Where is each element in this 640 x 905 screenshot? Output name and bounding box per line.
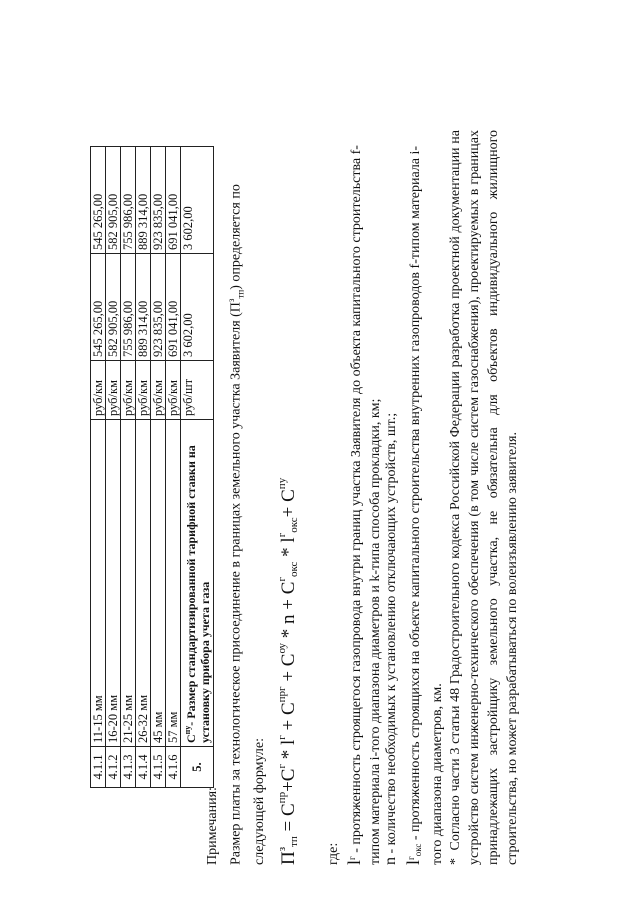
definition-lg [343, 130, 385, 865]
table-row [151, 147, 166, 788]
notes-intro-part-2: ) определяется по следующей формуле: [228, 184, 268, 865]
formula-plus-c: +С [278, 768, 299, 792]
formula-l2-sub: окс [288, 517, 300, 533]
where-label: где: [326, 842, 341, 865]
row-value-2: 755 986,00 [121, 147, 136, 254]
footnote-text: Согласно части 3 статьи 48 Градостроительного кодекса Российской Федерации разработка проектной документации на устройство систем инженерно-технического обеспечения (в том числе систем газоснабжения), проектируемых в границах принадлежащих застройщику земельного участка, не обязательна для объектов индивидуального жилищного строительства, но может разрабатываться по волеизъявлению заявителя. [448, 129, 520, 865]
row-value-2: 3 602,00 [181, 147, 214, 254]
formula-eq: = С [278, 803, 299, 837]
row-value-2: 923 835,00 [151, 147, 166, 254]
formula-plus-c4: + С [278, 653, 299, 687]
formula-p-sup: з [276, 846, 288, 852]
meter-symbol-sup: пу [183, 725, 192, 735]
formula-c6-sup: пу [276, 477, 288, 490]
definition-lg-text: - протяженность строящегося газопровода внутри границ участка Заявителя до объекта капитального строительства f-типом материала i-того диапазона диаметров и k-типа способа прокладки, км; [349, 145, 383, 865]
formula-l2-sup: г [276, 532, 288, 538]
row-value-2: 582 905,00 [106, 147, 121, 254]
formula-c3-sup: прг [276, 686, 288, 703]
row-name: 57 мм [166, 420, 181, 747]
row-value-1: 691 041,00 [166, 254, 181, 361]
row-name: 11-15 мм [91, 420, 106, 747]
formula-times-l2: * l [278, 537, 299, 562]
row-name: 21-25 мм [121, 420, 136, 747]
formula-plus-c6: + С [278, 489, 299, 518]
row-unit: руб/км [166, 361, 181, 420]
meter-description: - Размер стандартизированной тарифной ставки на установку прибора учета газа [184, 445, 212, 743]
row-number: 4.1.5 [151, 747, 166, 788]
row-number: 4.1.4 [136, 747, 151, 788]
definition-lgoks-sup: г [406, 856, 416, 860]
meter-symbol: С [184, 734, 198, 743]
row-number: 4.1.6 [166, 747, 181, 788]
row-number: 4.1.1 [91, 747, 106, 788]
table-row-meter-install [181, 147, 214, 788]
row-name: 26-32 мм [136, 420, 151, 747]
tariff-table [90, 146, 214, 788]
row-unit: руб/км [136, 361, 151, 420]
definition-lgoks [402, 130, 447, 865]
formula-p-sub: тп [288, 836, 300, 847]
table-row [166, 147, 181, 788]
row-value-1: 582 905,00 [106, 254, 121, 361]
notes-intro-part-1: Размер платы за технологическое присоединение в границах земельного участка Заявителя (П [228, 302, 244, 865]
row-value-1: 545 265,00 [91, 254, 106, 361]
definition-lg-symbol: l [344, 859, 364, 865]
definition-n-text: - количество необходимых к установлению отключающих устройств, шт.; [384, 412, 399, 857]
notes-intro [222, 130, 269, 865]
formula-c5-sub: окс [288, 561, 300, 578]
table-row [121, 147, 136, 788]
row-name: 16-20 мм [106, 420, 121, 747]
row-number: 4.1.3 [121, 747, 136, 788]
table-row [136, 147, 151, 788]
table-row [91, 147, 106, 788]
definition-n [381, 130, 401, 865]
row-unit: руб/шт [181, 361, 214, 420]
definition-lgoks-sub: окс [413, 843, 423, 857]
row-unit: руб/км [106, 361, 121, 420]
row-name [181, 420, 214, 747]
footnote [446, 130, 522, 865]
definition-lg-sup: г [347, 856, 357, 860]
formula-times-n: * n + С [278, 581, 299, 643]
definition-lgoks-text: - протяженность строящихся на объекте капитального строительства внутренних газопроводов f-типом материала i-того диапазона диаметров, км. [408, 145, 445, 865]
formula-c2-sup: г [276, 764, 288, 769]
formula-c4-sup: оу [276, 642, 288, 654]
row-value-1: 923 835,00 [151, 254, 166, 361]
row-number: 5. [181, 747, 214, 788]
formula-times-l1: * l [278, 739, 299, 765]
row-value-2: 691 041,00 [166, 147, 181, 254]
formula-plus-c3: + С [278, 702, 299, 736]
row-unit: руб/км [91, 361, 106, 420]
notes-heading: Примечания: [205, 787, 220, 865]
row-unit: руб/км [151, 361, 166, 420]
row-value-1: 889 314,00 [136, 254, 151, 361]
row-value-2: 889 314,00 [136, 147, 151, 254]
notes-intro-sub: тп [235, 289, 246, 299]
row-value-1: 3 602,00 [181, 254, 214, 361]
row-number: 4.1.2 [106, 747, 121, 788]
row-value-2: 545 265,00 [91, 147, 106, 254]
row-unit: руб/км [121, 361, 136, 420]
footnote-star: * [448, 858, 463, 865]
row-value-1: 755 986,00 [121, 254, 136, 361]
formula-p: П [278, 851, 299, 865]
formula-c5-sup: г [276, 577, 288, 582]
definition-n-symbol: n [382, 857, 399, 865]
table-row [106, 147, 121, 788]
row-name: 45 мм [151, 420, 166, 747]
formula-l-sup: г [276, 735, 288, 740]
definition-lgoks-symbol: l [403, 859, 423, 865]
formula [270, 478, 306, 865]
formula-c1-sup: пр [276, 791, 288, 804]
notes-intro-sup: з [226, 298, 236, 303]
